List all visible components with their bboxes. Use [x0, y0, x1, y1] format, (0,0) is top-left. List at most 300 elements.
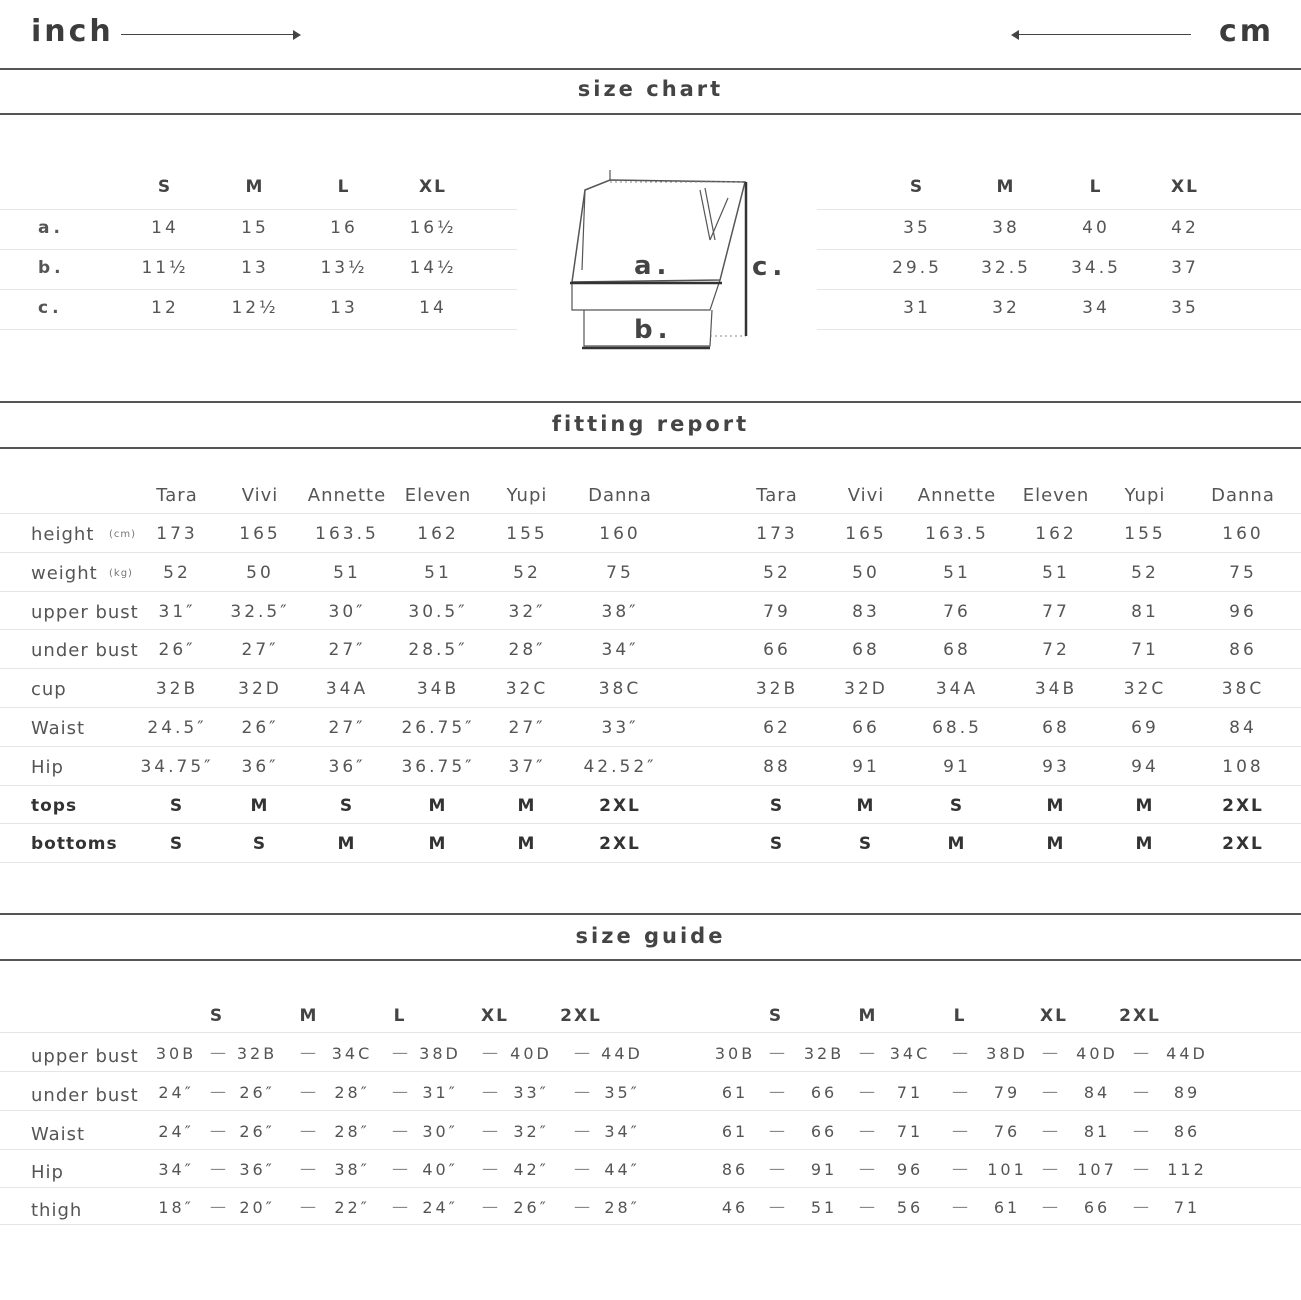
size-guide-row-label: Hip — [31, 1162, 64, 1183]
fitting-cell: 75 — [1229, 563, 1257, 583]
fitting-cell: M — [428, 796, 448, 816]
fitting-cell: 160 — [1222, 524, 1264, 544]
size-guide-cell: 34C — [889, 1044, 931, 1063]
range-separator: — — [574, 1159, 590, 1178]
fitting-cell: 42.52″ — [583, 757, 657, 777]
fitting-cell: M — [517, 834, 537, 854]
size-chart-cell: 29.5 — [892, 258, 942, 278]
fitting-cell: 32.5″ — [230, 602, 290, 622]
fitting-cell: 33″ — [601, 718, 639, 738]
size-guide-cell: 86 — [1173, 1122, 1201, 1141]
row-divider — [0, 249, 517, 250]
row-divider — [817, 289, 1301, 290]
fitting-row-label: Hip — [31, 757, 64, 778]
range-separator: — — [1133, 1159, 1149, 1178]
size-guide-cell: 107 — [1077, 1160, 1117, 1179]
row-divider — [0, 1187, 1301, 1188]
unit-label: (kg) — [109, 568, 133, 579]
row-divider — [0, 629, 1301, 630]
range-separator: — — [859, 1159, 875, 1178]
fitting-report-title: fitting report — [551, 412, 750, 436]
size-header: XL — [419, 177, 447, 197]
size-guide-cell: 81 — [1083, 1122, 1111, 1141]
range-separator: — — [482, 1043, 498, 1062]
fitting-row-label: upper bust — [31, 602, 139, 623]
size-chart-row-label: b. — [38, 258, 65, 278]
fitting-cell: 38C — [1221, 679, 1265, 699]
size-chart-cell: 34 — [1082, 298, 1110, 318]
model-name: Annette — [307, 485, 387, 506]
fitting-cell: 96 — [1229, 602, 1257, 622]
fitting-cell: 165 — [845, 524, 887, 544]
range-separator: — — [952, 1159, 968, 1178]
range-separator: — — [482, 1197, 498, 1216]
row-divider — [0, 1149, 1301, 1150]
range-separator: — — [210, 1082, 226, 1101]
fitting-cell: 30″ — [328, 602, 366, 622]
size-guide-cell: 66 — [810, 1122, 838, 1141]
size-header: M — [245, 177, 265, 197]
fitting-cell: 27″ — [508, 718, 546, 738]
size-chart-title: size chart — [577, 77, 724, 101]
size-header: S — [768, 1006, 784, 1026]
fitting-cell: 62 — [763, 718, 791, 738]
fitting-cell: 93 — [1042, 757, 1070, 777]
size-chart-row-label: c. — [38, 298, 63, 318]
row-divider — [0, 329, 517, 330]
row-divider — [0, 785, 1301, 786]
size-header: M — [858, 1006, 878, 1026]
fitting-cell: M — [1046, 796, 1066, 816]
row-divider — [0, 209, 517, 210]
size-guide-row-label: under bust — [31, 1085, 139, 1106]
fitting-cell: 94 — [1131, 757, 1159, 777]
size-guide-cell: 96 — [896, 1160, 924, 1179]
size-chart-cell: 13 — [241, 258, 269, 278]
fitting-cell: 32C — [505, 679, 549, 699]
size-guide-cell: 26″ — [513, 1198, 549, 1217]
range-separator: — — [1133, 1082, 1149, 1101]
range-separator: — — [392, 1197, 408, 1216]
size-guide-cell: 101 — [987, 1160, 1027, 1179]
fitting-cell: 51 — [943, 563, 971, 583]
model-name: Eleven — [404, 485, 472, 506]
size-header: S — [157, 177, 173, 197]
range-separator: — — [392, 1082, 408, 1101]
fitting-cell: 27″ — [328, 640, 366, 660]
range-separator: — — [392, 1043, 408, 1062]
size-guide-cell: 112 — [1167, 1160, 1207, 1179]
fitting-cell: 68 — [852, 640, 880, 660]
model-name: Eleven — [1022, 485, 1090, 506]
range-separator: — — [769, 1082, 785, 1101]
row-divider — [0, 746, 1301, 747]
fitting-cell: 81 — [1131, 602, 1159, 622]
size-guide-cell: 89 — [1173, 1083, 1201, 1102]
row-divider — [0, 862, 1301, 863]
range-separator: — — [952, 1043, 968, 1062]
size-guide-cell: 71 — [896, 1083, 924, 1102]
fitting-cell: 75 — [606, 563, 634, 583]
size-guide-cell: 34C — [331, 1044, 373, 1063]
size-guide-cell: 24″ — [158, 1122, 194, 1141]
fitting-cell: M — [250, 796, 270, 816]
size-header: 2XL — [1119, 1006, 1161, 1026]
range-separator: — — [1133, 1197, 1149, 1216]
size-guide-title: size guide — [575, 924, 726, 948]
size-guide-cell: 71 — [896, 1122, 924, 1141]
fitting-cell: 86 — [1229, 640, 1257, 660]
fitting-cell: 79 — [763, 602, 791, 622]
fitting-cell: 37″ — [508, 757, 546, 777]
size-guide-cell: 32B — [236, 1044, 278, 1063]
left-arrow-icon — [1019, 34, 1191, 35]
range-separator: — — [769, 1197, 785, 1216]
fitting-cell: 66 — [852, 718, 880, 738]
fitting-cell: 163.5 — [925, 524, 989, 544]
fitting-cell: 34A — [325, 679, 369, 699]
size-header: 2XL — [560, 1006, 602, 1026]
range-separator: — — [300, 1082, 316, 1101]
fitting-cell: M — [428, 834, 448, 854]
row-divider — [0, 1224, 1301, 1225]
cm-unit-label: cm — [1219, 14, 1275, 49]
size-chart-cell: 14 — [151, 218, 179, 238]
fitting-cell: M — [1135, 796, 1155, 816]
fitting-cell: 77 — [1042, 602, 1070, 622]
fitting-cell: 91 — [852, 757, 880, 777]
row-divider — [0, 668, 1301, 669]
fitting-cell: 2XL — [1222, 796, 1264, 816]
range-separator: — — [392, 1121, 408, 1140]
range-separator: — — [300, 1197, 316, 1216]
size-guide-cell: 51 — [810, 1198, 838, 1217]
fitting-row-label: weight — [31, 563, 98, 584]
fitting-cell: 32B — [155, 679, 199, 699]
fitting-cell: M — [947, 834, 967, 854]
size-chart-cell: 12½ — [231, 298, 279, 318]
row-divider — [0, 591, 1301, 592]
size-guide-cell: 40D — [1076, 1044, 1118, 1063]
size-guide-cell: 56 — [896, 1198, 924, 1217]
size-guide-row-label: Waist — [31, 1124, 86, 1145]
size-chart-cell: 14½ — [409, 258, 457, 278]
size-guide-cell: 79 — [993, 1083, 1021, 1102]
range-separator: — — [1133, 1043, 1149, 1062]
row-divider — [0, 552, 1301, 553]
row-divider — [0, 1032, 1301, 1033]
size-guide-cell: 91 — [810, 1160, 838, 1179]
model-name: Vivi — [847, 485, 885, 506]
size-header: L — [393, 1006, 407, 1026]
fitting-row-label: cup — [31, 679, 67, 700]
size-guide-cell: 28″ — [604, 1198, 640, 1217]
size-guide-cell: 31″ — [422, 1083, 458, 1102]
range-separator: — — [859, 1082, 875, 1101]
fitting-cell: 26″ — [241, 718, 279, 738]
fitting-cell: 28.5″ — [408, 640, 468, 660]
fitting-cell: 52 — [1131, 563, 1159, 583]
fitting-cell: M — [517, 796, 537, 816]
size-chart-cell: 34.5 — [1071, 258, 1121, 278]
fitting-cell: 163.5 — [315, 524, 379, 544]
size-header: XL — [1040, 1006, 1068, 1026]
range-separator: — — [1042, 1121, 1058, 1140]
size-guide-cell: 40″ — [422, 1160, 458, 1179]
fitting-cell: 24.5″ — [147, 718, 207, 738]
row-divider — [0, 823, 1301, 824]
diagram-label-a: a. — [634, 251, 672, 281]
range-separator: — — [769, 1159, 785, 1178]
range-separator: — — [574, 1043, 590, 1062]
fitting-cell: 52 — [513, 563, 541, 583]
range-separator: — — [1042, 1043, 1058, 1062]
range-separator: — — [392, 1159, 408, 1178]
fitting-cell: 51 — [1042, 563, 1070, 583]
fitting-cell: S — [949, 796, 965, 816]
diagram-label-c: c. — [752, 252, 788, 282]
fitting-cell: S — [169, 834, 185, 854]
inch-unit-label: inch — [31, 14, 114, 49]
diagram-label-b: b. — [634, 315, 673, 345]
fitting-cell: 88 — [763, 757, 791, 777]
fitting-cell: 36.75″ — [401, 757, 475, 777]
fitting-cell: M — [1046, 834, 1066, 854]
range-separator: — — [300, 1159, 316, 1178]
range-separator: — — [210, 1159, 226, 1178]
range-separator: — — [952, 1082, 968, 1101]
size-chart-cell: 13 — [330, 298, 358, 318]
fitting-cell: S — [252, 834, 268, 854]
size-header: M — [299, 1006, 319, 1026]
size-header: XL — [481, 1006, 509, 1026]
fitting-cell: 51 — [333, 563, 361, 583]
fitting-cell: 32C — [1123, 679, 1167, 699]
range-separator: — — [859, 1043, 875, 1062]
fitting-cell: S — [769, 796, 785, 816]
section-rule — [0, 68, 1301, 70]
section-rule — [0, 113, 1301, 115]
fitting-row-label: tops — [31, 796, 78, 816]
fitting-cell: 173 — [756, 524, 798, 544]
row-divider — [0, 1110, 1301, 1111]
size-guide-cell: 26″ — [239, 1083, 275, 1102]
fitting-cell: 34A — [935, 679, 979, 699]
fitting-cell: 32D — [238, 679, 282, 699]
size-chart-cell: 37 — [1171, 258, 1199, 278]
fitting-cell: 83 — [852, 602, 880, 622]
fitting-cell: 162 — [1035, 524, 1077, 544]
size-guide-cell: 44D — [601, 1044, 643, 1063]
row-divider — [817, 249, 1301, 250]
fitting-cell: 32B — [755, 679, 799, 699]
fitting-cell: 160 — [599, 524, 641, 544]
size-guide-cell: 30B — [714, 1044, 756, 1063]
size-header: XL — [1171, 177, 1199, 197]
row-divider — [0, 707, 1301, 708]
size-guide-cell: 61 — [993, 1198, 1021, 1217]
fitting-cell: 52 — [163, 563, 191, 583]
range-separator: — — [769, 1121, 785, 1140]
fitting-cell: M — [856, 796, 876, 816]
fitting-cell: 76 — [943, 602, 971, 622]
size-chart-cell: 40 — [1082, 218, 1110, 238]
size-guide-cell: 24″ — [158, 1083, 194, 1102]
size-guide-cell: 28″ — [334, 1122, 370, 1141]
right-arrowhead-icon — [293, 30, 301, 40]
fitting-cell: 51 — [424, 563, 452, 583]
model-name: Danna — [1211, 485, 1275, 506]
size-guide-cell: 66 — [810, 1083, 838, 1102]
fitting-cell: 31″ — [158, 602, 196, 622]
fitting-row-label: under bust — [31, 640, 139, 661]
range-separator: — — [210, 1121, 226, 1140]
size-guide-cell: 34″ — [158, 1160, 194, 1179]
range-separator: — — [1042, 1197, 1058, 1216]
model-name: Yupi — [506, 485, 548, 506]
size-header: S — [909, 177, 925, 197]
model-name: Annette — [917, 485, 997, 506]
fitting-cell: 32D — [844, 679, 888, 699]
fitting-cell: 162 — [417, 524, 459, 544]
fitting-cell: 34B — [1034, 679, 1078, 699]
fitting-cell: 32″ — [508, 602, 546, 622]
model-name: Danna — [588, 485, 652, 506]
section-rule — [0, 913, 1301, 915]
range-separator: — — [574, 1197, 590, 1216]
fitting-row-label: Waist — [31, 718, 86, 739]
model-name: Yupi — [1124, 485, 1166, 506]
size-chart-cell: 16 — [330, 218, 358, 238]
fitting-cell: 30.5″ — [408, 602, 468, 622]
size-chart-cell: 12 — [151, 298, 179, 318]
range-separator: — — [482, 1159, 498, 1178]
size-guide-cell: 35″ — [604, 1083, 640, 1102]
fitting-cell: S — [169, 796, 185, 816]
fitting-cell: 34.75″ — [140, 757, 214, 777]
size-guide-cell: 61 — [721, 1083, 749, 1102]
size-guide-cell: 33″ — [513, 1083, 549, 1102]
row-divider — [817, 329, 1301, 330]
fitting-cell: M — [337, 834, 357, 854]
unit-label: (cm) — [109, 529, 137, 540]
range-separator: — — [482, 1121, 498, 1140]
row-divider — [0, 1071, 1301, 1072]
fitting-cell: 69 — [1131, 718, 1159, 738]
range-separator: — — [300, 1043, 316, 1062]
fitting-cell: 2XL — [599, 834, 641, 854]
model-name: Tara — [756, 485, 798, 506]
size-guide-cell: 20″ — [239, 1198, 275, 1217]
size-guide-cell: 32B — [803, 1044, 845, 1063]
size-chart-cell: 31 — [903, 298, 931, 318]
size-guide-cell: 44″ — [604, 1160, 640, 1179]
fitting-cell: 27″ — [328, 718, 366, 738]
fitting-cell: 68 — [943, 640, 971, 660]
size-guide-row-label: upper bust — [31, 1046, 139, 1067]
fitting-cell: 52 — [763, 563, 791, 583]
size-chart-cell: 32.5 — [981, 258, 1031, 278]
size-chart-cell: 15 — [241, 218, 269, 238]
size-chart-cell: 38 — [992, 218, 1020, 238]
fitting-cell: 36″ — [328, 757, 366, 777]
fitting-cell: 28″ — [508, 640, 546, 660]
fitting-cell: 50 — [246, 563, 274, 583]
size-guide-cell: 44D — [1166, 1044, 1208, 1063]
fitting-cell: 68.5 — [932, 718, 982, 738]
size-chart-cell: 35 — [1171, 298, 1199, 318]
size-guide-cell: 66 — [1083, 1198, 1111, 1217]
size-header: M — [996, 177, 1016, 197]
model-name: Vivi — [241, 485, 279, 506]
range-separator: — — [210, 1197, 226, 1216]
size-guide-cell: 46 — [721, 1198, 749, 1217]
size-chart-cell: 32 — [992, 298, 1020, 318]
size-guide-cell: 36″ — [239, 1160, 275, 1179]
fitting-cell: 66 — [763, 640, 791, 660]
range-separator: — — [1042, 1159, 1058, 1178]
fitting-cell: 36″ — [241, 757, 279, 777]
model-name: Tara — [156, 485, 198, 506]
size-guide-cell: 26″ — [239, 1122, 275, 1141]
size-guide-cell: 34″ — [604, 1122, 640, 1141]
fitting-cell: 165 — [239, 524, 281, 544]
fitting-cell: 50 — [852, 563, 880, 583]
size-guide-cell: 84 — [1083, 1083, 1111, 1102]
range-separator: — — [1133, 1121, 1149, 1140]
fitting-cell: S — [769, 834, 785, 854]
row-divider — [817, 209, 1301, 210]
size-guide-cell: 28″ — [334, 1083, 370, 1102]
fitting-cell: 34″ — [601, 640, 639, 660]
size-chart-cell: 35 — [903, 218, 931, 238]
section-rule — [0, 959, 1301, 961]
fitting-cell: 71 — [1131, 640, 1159, 660]
range-separator: — — [769, 1043, 785, 1062]
size-guide-cell: 76 — [993, 1122, 1021, 1141]
fitting-cell: 155 — [1124, 524, 1166, 544]
fitting-cell: 26″ — [158, 640, 196, 660]
range-separator: — — [300, 1121, 316, 1140]
fitting-cell: 68 — [1042, 718, 1070, 738]
right-arrow-icon — [121, 34, 293, 35]
size-chart-cell: 16½ — [409, 218, 457, 238]
size-guide-cell: 38D — [986, 1044, 1028, 1063]
size-header: L — [1089, 177, 1103, 197]
fitting-cell: 173 — [156, 524, 198, 544]
fitting-cell: S — [858, 834, 874, 854]
range-separator: — — [1042, 1082, 1058, 1101]
size-guide-cell: 22″ — [334, 1198, 370, 1217]
size-chart-cell: 14 — [419, 298, 447, 318]
fitting-cell: 38″ — [601, 602, 639, 622]
size-guide-cell: 38D — [419, 1044, 461, 1063]
fitting-row-label: bottoms — [31, 834, 118, 854]
fitting-cell: 2XL — [1222, 834, 1264, 854]
size-guide-cell: 71 — [1173, 1198, 1201, 1217]
fitting-cell: 72 — [1042, 640, 1070, 660]
size-guide-cell: 61 — [721, 1122, 749, 1141]
size-guide-cell: 30B — [155, 1044, 197, 1063]
range-separator: — — [482, 1082, 498, 1101]
size-guide-cell: 86 — [721, 1160, 749, 1179]
size-guide-row-label: thigh — [31, 1200, 83, 1221]
fitting-cell: S — [339, 796, 355, 816]
size-chart-cell: 42 — [1171, 218, 1199, 238]
fitting-cell: 155 — [506, 524, 548, 544]
size-guide-cell: 24″ — [422, 1198, 458, 1217]
range-separator: — — [574, 1121, 590, 1140]
